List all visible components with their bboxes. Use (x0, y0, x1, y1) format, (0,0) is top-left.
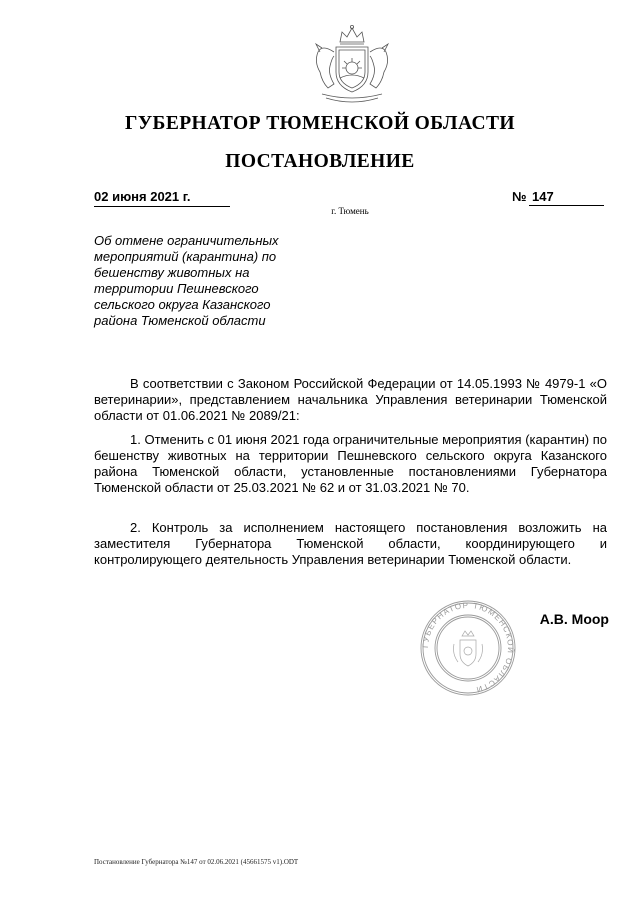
document-number: 147 (529, 190, 604, 206)
subject-line: территории Пешневского (94, 281, 259, 296)
document-type-title: ПОСТАНОВЛЕНИЕ (225, 151, 415, 172)
body-paragraph-item-1 (94, 432, 607, 496)
subject-line: сельского округа Казанского (94, 297, 271, 312)
document-city: г. Тюмень (331, 206, 369, 216)
coat-of-arms-icon (300, 22, 404, 106)
body-paragraph-preamble (94, 376, 607, 424)
number-sign: № (512, 189, 527, 204)
subject-line: бешенству животных на (94, 265, 250, 280)
subject-line: Об отмене ограничительных (94, 233, 279, 248)
paragraph-text: 1. Отменить с 01 июня 2021 года ограничительные мероприятия (карантин) по бешенству животных на территории Пешневского сельского округа Казанского района Тюменской области, установленные постановлениями Губернатора Тюменской области от 25.03.2021 № 62 и от 31.03.2021 № 70. (94, 432, 607, 495)
document-footer: Постановление Губернатора №147 от 02.06.2021 (45661575 v1).ODT (94, 858, 299, 866)
subject-line: района Тюменской области (94, 313, 266, 328)
subject-line: мероприятий (карантина) по (94, 249, 277, 264)
issuing-authority-title: ГУБЕРНАТОР ТЮМЕНСКОЙ ОБЛАСТИ (125, 113, 515, 134)
paragraph-text: 2. Контроль за исполнением настоящего постановления возложить на заместителя Губернатора Тюменской области, координирующего и контролирующего деятельность Управления ветеринарии Тюменской области. (94, 520, 607, 567)
document-date: 02 июня 2021 г. (94, 190, 230, 207)
paragraph-text: В соответствии с Законом Российской Федерации от 14.05.1993 № 4979-1 «О ветеринарии», представлением начальника Управления ветеринарии Тюменской области от 01.06.2021 № 2089/21: (94, 376, 607, 423)
document-subject (94, 233, 306, 329)
body-paragraph-item-2 (94, 520, 607, 568)
signer-name: А.В. Моор (539, 611, 609, 627)
seal-text: ГУБЕРНАТОР ТЮМЕНСКОЙ ОБЛАСТИ (420, 600, 516, 695)
document-number-field (512, 190, 604, 206)
